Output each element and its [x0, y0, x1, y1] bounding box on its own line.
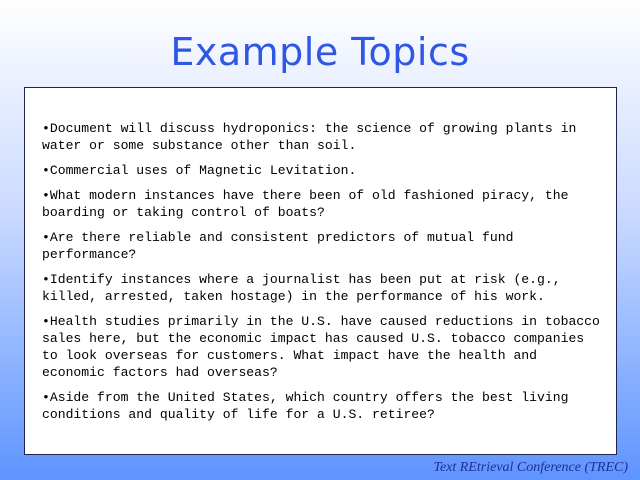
topic-item: •Commercial uses of Magnetic Levitation.: [42, 163, 357, 178]
topic-item: •Health studies primarily in the U.S. have caused reductions in tobacco sales here, but the economic impact has caused U.S. tobacco companies to look overseas for customers. What impact have the health and economic factors had overseas?: [42, 314, 600, 380]
topic-item: •Document will discuss hydroponics: the science of growing plants in water or some substance other than soil.: [42, 121, 577, 153]
topic-item: •What modern instances have there been of old fashioned piracy, the boarding or taking control of boats?: [42, 188, 569, 220]
conference-footer: Text REtrieval Conference (TREC): [433, 460, 628, 475]
topic-item: •Are there reliable and consistent predictors of mutual fund performance?: [42, 230, 514, 262]
slide-title: Example Topics: [170, 30, 470, 74]
topics-box: [24, 87, 617, 455]
topic-item: •Aside from the United States, which country offers the best living conditions and quality of life for a U.S. retiree?: [42, 390, 569, 422]
topic-item: •Identify instances where a journalist has been put at risk (e.g., killed, arrested, taken hostage) in the performance of his work.: [42, 272, 561, 304]
topic-list: [42, 120, 602, 423]
